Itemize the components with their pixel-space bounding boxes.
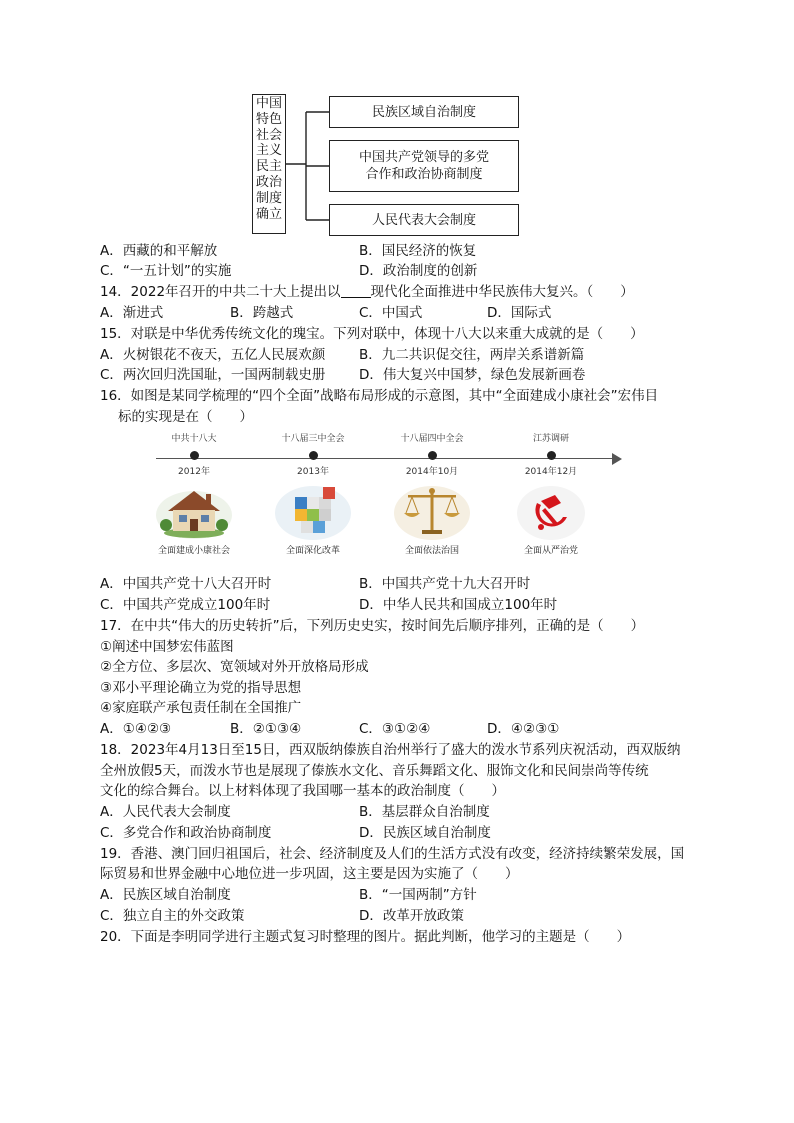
q13-option-d[interactable]: D．政治制度的创新 xyxy=(359,263,478,279)
q17-option-c[interactable]: C．③①②④ xyxy=(359,721,431,737)
timeline-node-fourth-plenum xyxy=(382,432,482,556)
q15-option-a[interactable]: A．火树银花不夜天，五亿人民展欢颜 xyxy=(100,347,326,363)
q15-stem: 15．对联是中华优秀传统文化的瑰宝。下列对联中，体现十八大以来重大成就的是（ ） xyxy=(100,326,644,342)
q16-option-d[interactable]: D．中华人民共和国成立100年时 xyxy=(359,597,558,613)
box-text: 人民代表大会制度 xyxy=(371,212,476,228)
cubes-icon xyxy=(273,481,353,541)
timeline-caption: 全面从严治党 xyxy=(523,546,578,556)
q19-option-d[interactable]: D．改革开放政策 xyxy=(359,908,464,924)
vlabel-char: 主义 xyxy=(255,143,282,159)
q14-stem-after: 现代化全面推进中华民族伟大复兴。（ ） xyxy=(370,284,634,300)
q18-option-b[interactable]: B．基层群众自治制度 xyxy=(359,804,490,820)
vlabel-char: 社会 xyxy=(255,127,282,143)
q15-option-b[interactable]: B．九二共识促交往，两岸关系谱新篇 xyxy=(359,347,585,363)
box-text: 合作和政治协商制度 xyxy=(365,167,483,182)
timeline-dot xyxy=(309,451,318,460)
timeline-dot xyxy=(547,451,556,460)
timeline-date: 2014年12月 xyxy=(524,467,578,477)
q18-option-a[interactable]: A．人民代表大会制度 xyxy=(100,804,231,820)
vlabel-char: 民主 xyxy=(255,159,282,175)
q17-option-a[interactable]: A．①④②③ xyxy=(100,721,172,737)
q14-option-a[interactable]: A．渐进式 xyxy=(100,305,164,321)
q14-option-b[interactable]: B．跨越式 xyxy=(230,305,294,321)
q17-option-d[interactable]: D．④②③① xyxy=(487,721,560,737)
q17-item-3: ③邓小平理论确立为党的指导思想 xyxy=(100,680,302,696)
diagram-box-ethnic-autonomy xyxy=(329,96,519,128)
q19-option-a[interactable]: A．民族区域自治制度 xyxy=(100,887,231,903)
q17-item-2: ②全方位、多层次、宽领域对外开放格局形成 xyxy=(100,659,369,675)
q19-option-c[interactable]: C．独立自主的外交政策 xyxy=(100,908,245,924)
timeline-caption: 全面依法治国 xyxy=(404,546,459,556)
q13-diagram xyxy=(252,94,524,238)
vlabel-char: 中国 xyxy=(255,96,282,111)
q13-option-b[interactable]: B．国民经济的恢复 xyxy=(359,243,477,259)
q14-option-d[interactable]: D．国际式 xyxy=(487,305,552,321)
vlabel-char: 制度 xyxy=(255,190,282,206)
q17-item-1: ①阐述中国梦宏伟蓝图 xyxy=(100,639,234,655)
q16-option-b[interactable]: B．中国共产党十九大召开时 xyxy=(359,576,531,592)
q17-item-4: ④家庭联产承包责任制在全国推广 xyxy=(100,700,302,716)
q15-option-c[interactable]: C．两次回归洗国耻，一国两制载史册 xyxy=(100,367,326,383)
timeline-dot xyxy=(190,451,199,460)
q19-option-b[interactable]: B．“一国两制”方针 xyxy=(359,887,477,903)
q15-option-d[interactable]: D．伟大复兴中国梦，绿色发展新画卷 xyxy=(359,367,586,383)
timeline-event: 江苏调研 xyxy=(532,434,569,444)
q17-option-b[interactable]: B．②①③④ xyxy=(230,721,302,737)
q13-option-c[interactable]: C．“一五计划”的实施 xyxy=(100,263,232,279)
timeline-caption: 全面建成小康社会 xyxy=(157,546,230,556)
box-text: 中国共产党领导的多党 xyxy=(358,150,489,165)
party-emblem-icon xyxy=(511,481,591,541)
q16-option-c[interactable]: C．中国共产党成立100年时 xyxy=(100,597,271,613)
timeline-arrow-icon xyxy=(612,453,622,465)
timeline-dot xyxy=(428,451,437,460)
vlabel-char: 特色 xyxy=(255,111,282,127)
diagram-vertical-label xyxy=(252,94,286,234)
box-text: 民族区域自治制度 xyxy=(371,104,476,120)
q19-stem-line2: 际贸易和世界金融中心地位进一步巩固，这主要是因为实施了（ ） xyxy=(100,866,519,882)
q20-image-area xyxy=(100,955,700,1105)
house-icon xyxy=(154,481,234,541)
timeline-node-18th-congress xyxy=(144,432,244,556)
q14-stem-before: 14．2022年召开的中共二十大上提出以 xyxy=(100,284,341,300)
q18-option-c[interactable]: C．多党合作和政治协商制度 xyxy=(100,825,272,841)
q18-stem-line1: 18．2023年4月13日至15日，西双版纳傣族自治州举行了盛大的泼水节系列庆祝活动，西双版纳 xyxy=(100,742,681,758)
timeline-node-third-plenum xyxy=(263,432,363,556)
q16-option-a[interactable]: A．中国共产党十八大召开时 xyxy=(100,576,272,592)
diagram-box-peoples-congress xyxy=(329,204,519,236)
q19-stem-line1: 19．香港、澳门回归祖国后，社会、经济制度及人们的生活方式没有改变，经济持续繁荣发展，国 xyxy=(100,846,685,862)
q20-stem: 20．下面是李明同学进行主题式复习时整理的图片。据此判断，他学习的主题是（ ） xyxy=(100,929,631,945)
q14-option-c[interactable]: C．中国式 xyxy=(359,305,423,321)
vlabel-char: 确立 xyxy=(255,206,282,222)
q18-option-d[interactable]: D．民族区域自治制度 xyxy=(359,825,491,841)
q14-stem xyxy=(100,283,634,301)
timeline-event: 中共十八大 xyxy=(171,434,217,444)
timeline-node-jiangsu-visit xyxy=(501,432,601,556)
q13-option-a[interactable]: A．西藏的和平解放 xyxy=(100,243,218,259)
timeline-event: 十八届四中全会 xyxy=(400,434,464,444)
timeline-event: 十八届三中全会 xyxy=(281,434,345,444)
diagram-box-multiparty-cooperation xyxy=(329,140,519,192)
timeline-date: 2014年10月 xyxy=(405,467,459,477)
vlabel-char: 政治 xyxy=(255,174,282,190)
q18-stem-line2: 全州放假5天，而泼水节也是展现了傣族水文化、音乐舞蹈文化、服饰文化和民间崇尚等传统 xyxy=(100,763,649,779)
q16-timeline xyxy=(150,432,630,572)
timeline-caption: 全面深化改革 xyxy=(285,546,340,556)
timeline-date: 2012年 xyxy=(178,467,210,477)
q16-stem-line1: 16．如图是某同学梳理的“四个全面”战略布局形成的示意图，其中“全面建成小康社会”宏伟目 xyxy=(100,388,659,404)
q17-stem: 17．在中共“伟大的历史转折”后，下列历史史实，按时间先后顺序排列，正确的是（ ） xyxy=(100,618,645,634)
timeline-date: 2013年 xyxy=(297,467,329,477)
q14-blank xyxy=(341,284,371,298)
scales-icon xyxy=(392,481,472,541)
q18-stem-line3: 文化的综合舞台。以上材料体现了我国哪一基本的政治制度（ ） xyxy=(100,783,505,799)
q16-stem-line2: 标的实现是在（ ） xyxy=(118,409,253,425)
